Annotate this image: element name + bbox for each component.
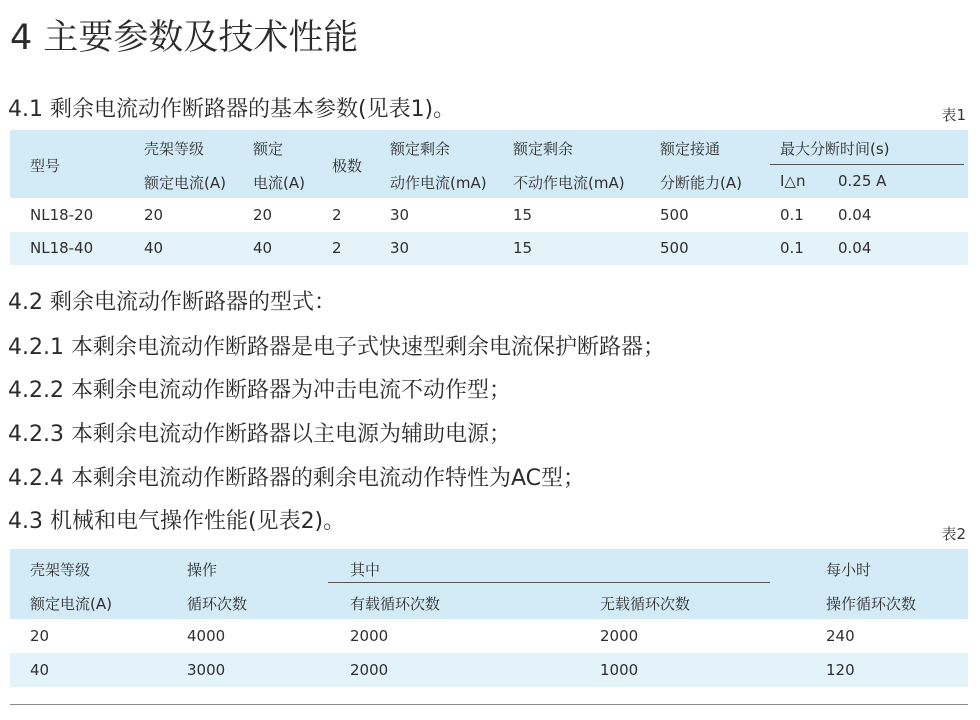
t1-r1-model: NL18-20 (30, 206, 94, 224)
section-4-2-3: 4.2.3 本剩余电流动作断路器以主电源为辅助电源； (8, 422, 511, 447)
t2-r2-frame: 40 (30, 661, 50, 679)
table2-header-bg (10, 549, 968, 619)
table2-row-bg (10, 653, 968, 687)
t2-h-cycles-1: 操作 (187, 561, 218, 579)
t1-h-rated-1: 额定 (253, 140, 284, 158)
t1-r2-time-a: 0.1 (780, 239, 804, 257)
table1 (10, 130, 968, 266)
t2-h-hourly-2: 操作循环次数 (826, 595, 917, 613)
t2-r2-cycles: 3000 (187, 661, 226, 679)
t1-r1-frame: 20 (144, 206, 164, 224)
t1-h-time: 最大分断时间(s) (780, 140, 890, 158)
t2-h-hourly-1: 每小时 (826, 561, 872, 579)
t1-h-time-a: I△n (780, 172, 806, 190)
t2-h-frame-2: 额定电流(A) (30, 595, 112, 613)
t1-h-op-2: 动作电流(mA) (390, 174, 487, 192)
t1-r1-break: 500 (660, 206, 689, 224)
t1-r2-break: 500 (660, 239, 689, 257)
table2-among-rule (328, 582, 770, 583)
t1-h-rated-2: 电流(A) (253, 174, 305, 192)
t2-r2-hourly: 120 (826, 661, 855, 679)
table1-time-rule (770, 164, 964, 165)
t1-r1-rated: 20 (253, 206, 273, 224)
t1-r1-time-a: 0.1 (780, 206, 804, 224)
table1-label: 表1 (941, 106, 966, 124)
t1-r2-time-b: 0.04 (838, 239, 872, 257)
footer-rule (10, 704, 968, 705)
t2-r1-hourly: 240 (826, 627, 855, 645)
section-4-1: 4.1 剩余电流动作断路器的基本参数(见表1)。 (8, 97, 456, 122)
t1-h-time-b: 0.25 A (838, 172, 887, 190)
section-4-2-2: 4.2.2 本剩余电流动作断路器为冲击电流不动作型； (8, 378, 511, 403)
section-4-2-1: 4.2.1 本剩余电流动作断路器是电子式快速型剩余电流保护断路器； (8, 335, 665, 360)
t2-h-unloaded: 无载循环次数 (600, 595, 691, 613)
section-4-3: 4.3 机械和电气操作性能(见表2)。 (8, 509, 346, 534)
t2-r1-cycles: 4000 (187, 627, 226, 645)
t2-h-frame-1: 壳架等级 (30, 561, 91, 579)
t1-r2-poles: 2 (332, 239, 342, 257)
t2-r2-unloaded: 1000 (600, 661, 639, 679)
t1-r2-op: 30 (390, 239, 410, 257)
page-title: 4 主要参数及技术性能 (10, 18, 359, 58)
section-4-2: 4.2 剩余电流动作断路器的型式： (8, 290, 336, 315)
t1-r1-poles: 2 (332, 206, 342, 224)
t2-h-loaded: 有载循环次数 (350, 595, 441, 613)
t2-h-cycles-2: 循环次数 (187, 595, 248, 613)
t1-r2-rated: 40 (253, 239, 273, 257)
table2 (10, 549, 968, 689)
t2-r1-frame: 20 (30, 627, 50, 645)
t1-r1-op: 30 (390, 206, 410, 224)
t1-h-op-1: 额定剩余 (390, 140, 451, 158)
t1-h-nonop-1: 额定剩余 (513, 140, 574, 158)
table2-label: 表2 (941, 525, 966, 543)
t2-r2-loaded: 2000 (350, 661, 389, 679)
t1-r2-frame: 40 (144, 239, 164, 257)
t1-h-frame-2: 额定电流(A) (144, 174, 226, 192)
t2-r1-unloaded: 2000 (600, 627, 639, 645)
section-4-2-4: 4.2.4 本剩余电流动作断路器的剩余电流动作特性为AC型； (8, 466, 585, 491)
t1-h-poles: 极数 (332, 157, 363, 175)
t1-h-nonop-2: 不动作电流(mA) (513, 174, 625, 192)
t1-r1-nonop: 15 (513, 206, 533, 224)
t1-h-break-1: 额定接通 (660, 140, 721, 158)
t1-h-frame-1: 壳架等级 (144, 140, 205, 158)
t2-r1-loaded: 2000 (350, 627, 389, 645)
t1-r2-model: NL18-40 (30, 239, 94, 257)
t1-h-model: 型号 (30, 157, 61, 175)
t1-r2-nonop: 15 (513, 239, 533, 257)
t1-h-break-2: 分断能力(A) (660, 174, 742, 192)
t2-h-among: 其中 (350, 561, 381, 579)
t1-r1-time-b: 0.04 (838, 206, 872, 224)
